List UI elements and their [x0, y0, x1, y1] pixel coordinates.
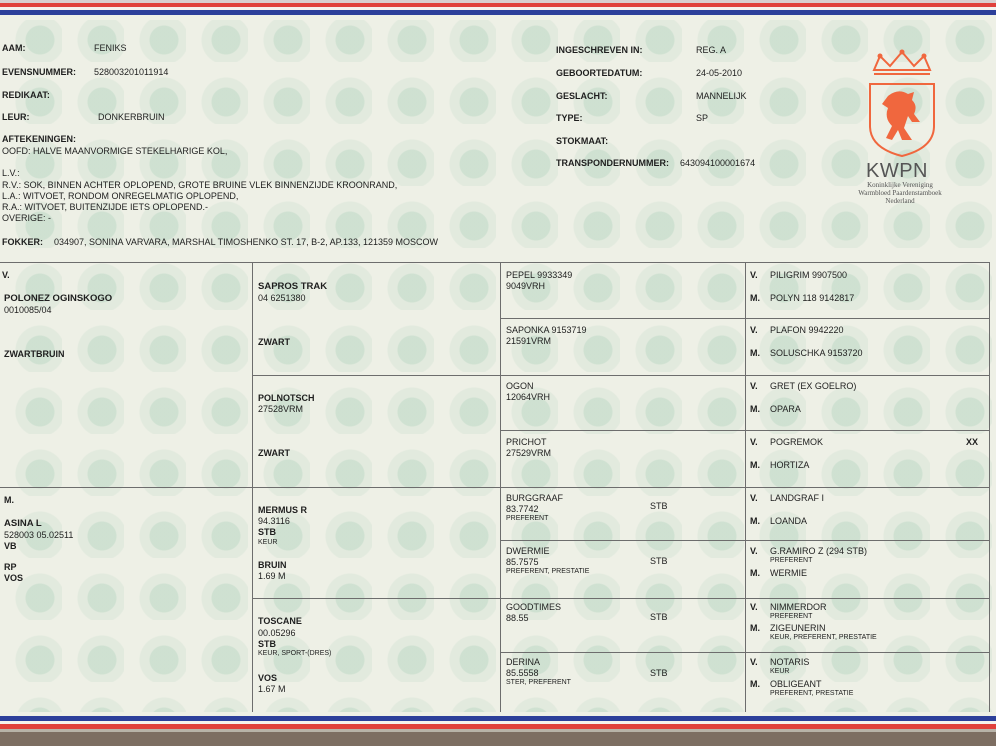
gen4-dam-predicate: KEUR, PREFERENT, PRESTATIE	[770, 634, 877, 641]
dam-color: VOS	[4, 573, 24, 583]
markings-line: OVERIGE: -	[2, 213, 52, 223]
gen4-m-marker: M.	[750, 348, 760, 358]
sire-reg: 0010085/04	[4, 305, 52, 315]
grid-line	[0, 262, 990, 263]
gen3-reg: 85.5558	[506, 668, 539, 678]
transponder-label: TRANSPONDERNUMMER:	[556, 158, 669, 168]
gen3-name: GOODTIMES	[506, 602, 562, 612]
sire-color: ZWARTBRUIN	[4, 349, 65, 359]
kwpn-logo-title: KWPN	[866, 160, 928, 182]
gen4-sire-predicate: PREFERENT	[770, 557, 813, 564]
fokker-label: FOKKER:	[2, 237, 43, 247]
gen4-sire-predicate: PREFERENT	[770, 613, 813, 620]
gen3-name: OGON	[506, 381, 534, 391]
fokker-value: 034907, SONINA VARVARA, MARSHAL TIMOSHENKO ST. 17, B-2, AP.133, 121359 MOSCOW	[54, 237, 438, 247]
gen3-name: DWERMIE	[506, 546, 550, 556]
gen2-reg: 00.05296	[258, 628, 296, 638]
gen4-v-marker: V.	[750, 493, 758, 503]
gen3-reg: 21591VRM	[506, 336, 552, 346]
gen4-dam: POLYN 118 9142817	[770, 293, 855, 303]
hoofd-line: OOFD: HALVE MAANVORMIGE STEKELHARIGE KOL,	[2, 146, 228, 156]
kwpn-logo-subtitle: Koninklijke Vereniging Warmbloed Paardenstamboek Nederland	[858, 181, 942, 205]
grid-line	[500, 430, 990, 431]
gen2-color: ZWART	[258, 337, 290, 347]
gen2-reg: 94.3116	[258, 516, 290, 526]
gen4-m-marker: M.	[750, 516, 760, 526]
gen4-sire-extra: XX	[966, 437, 979, 447]
gen4-v-marker: V.	[750, 270, 758, 280]
gen3-stb: STB	[650, 556, 668, 566]
gen3-name: BURGGRAAF	[506, 493, 564, 503]
gen3-reg: 27529VRM	[506, 448, 552, 458]
gen4-dam: SOLUSCHKA 9153720	[770, 348, 863, 358]
gen3-stb: STB	[650, 668, 668, 678]
gen2-name: MERMUS R	[258, 505, 307, 515]
dam-m-marker: M.	[4, 495, 14, 505]
gen3-name: DERINA	[506, 657, 541, 667]
gen3-name: SAPONKA 9153719	[506, 325, 587, 335]
geboortedatum-value: 24-05-2010	[696, 68, 743, 78]
gen2-size: 1.69 M	[258, 571, 286, 581]
gen2-predicate: KEUR	[258, 539, 278, 546]
kleur-value: DONKERBRUIN	[98, 112, 165, 122]
markings-line: R.V.: SOK, BINNEN ACHTER OPLOPEND, GROTE BRUINE VLEK BINNENZIJDE KROONRAND,	[2, 180, 398, 190]
gen2-stb: STB	[258, 527, 276, 537]
gen4-m-marker: M.	[750, 568, 760, 578]
gen2-name: POLNOTSCH	[258, 393, 315, 403]
gen2-color: VOS	[258, 673, 278, 683]
type-label: TYPE:	[556, 113, 583, 123]
dam-predicate: VB	[4, 541, 17, 551]
gen4-dam: ZIGEUNERIN	[770, 623, 826, 633]
grid-line	[500, 652, 990, 653]
gen4-dam-predicate: PREFERENT, PRESTATIE	[770, 690, 854, 697]
markings-line: R.A.: WITVOET, BUITENZIJDE IETS OPLOPEND.-	[2, 202, 209, 212]
gen4-m-marker: M.	[750, 293, 760, 303]
gen4-sire: PLAFON 9942220	[770, 325, 844, 335]
gen4-dam: LOANDA	[770, 516, 808, 526]
gen3-stb: STB	[650, 501, 668, 511]
gen4-m-marker: M.	[750, 679, 760, 689]
gen4-sire-predicate: KEUR	[770, 668, 790, 675]
gen4-m-marker: M.	[750, 404, 760, 414]
gen4-m-marker: M.	[750, 623, 760, 633]
gen3-predicate: PREFERENT, PRESTATIE	[506, 568, 590, 575]
dam-rp: RP	[4, 562, 17, 572]
gen4-sire: LANDGRAF I	[770, 493, 825, 503]
gen3-predicate: PREFERENT	[506, 515, 549, 522]
gen4-sire: POGREMOK	[770, 437, 824, 447]
gen2-color: ZWART	[258, 448, 290, 458]
geslacht-value: MANNELIJK	[696, 91, 747, 101]
gen3-name: PRICHOT	[506, 437, 547, 447]
gen4-v-marker: V.	[750, 546, 758, 556]
gen3-predicate: STER, PREFERENT	[506, 679, 571, 686]
gen3-reg: 83.7742	[506, 504, 539, 514]
gen2-reg: 27528VRM	[258, 404, 304, 414]
gen3-reg: 88.55	[506, 613, 529, 623]
geboortedatum-label: GEBOORTEDATUM:	[556, 68, 643, 78]
gen3-reg: 85.7575	[506, 557, 539, 567]
markings-line: L.V.:	[2, 168, 20, 178]
gen4-sire: NOTARIS	[770, 657, 810, 667]
markings-line: L.A.: WITVOET, RONDOM ONREGELMATIG OPLOPEND,	[2, 191, 239, 201]
gen4-sire: PILIGRIM 9907500	[770, 270, 848, 280]
grid-line	[500, 318, 990, 319]
gen2-name: TOSCANE	[258, 616, 302, 626]
gen4-sire: G.RAMIRO Z (294 STB)	[770, 546, 868, 556]
grid-line	[500, 540, 990, 541]
gen4-dam: HORTIZA	[770, 460, 810, 470]
gen4-dam: WERMIE	[770, 568, 807, 578]
levensnummer-value: 528003201011914	[94, 67, 169, 77]
gen3-name: PEPEL 9933349	[506, 270, 573, 280]
gen4-v-marker: V.	[750, 437, 758, 447]
ingeschreven-value: REG. A	[696, 45, 727, 55]
gen2-size: 1.67 M	[258, 684, 286, 694]
stokmaat-label: STOKMAAT:	[556, 136, 609, 146]
dam-reg: 528003 05.02511	[4, 530, 74, 540]
gen4-v-marker: V.	[750, 325, 758, 335]
gen2-reg: 04 6251380	[258, 293, 306, 303]
gen4-m-marker: M.	[750, 460, 760, 470]
gen3-stb: STB	[650, 612, 668, 622]
gen4-dam: OBLIGEANT	[770, 679, 822, 689]
transponder-value: 643094100001674	[680, 158, 756, 168]
kleur-label: LEUR:	[2, 112, 30, 122]
gen4-v-marker: V.	[750, 381, 758, 391]
ingeschreven-label: INGESCHREVEN IN:	[556, 45, 643, 55]
gen2-name: SAPROS TRAK	[258, 281, 328, 292]
dam-name: ASINA L	[4, 518, 42, 529]
geslacht-label: GESLACHT:	[556, 91, 608, 101]
gen4-dam: OPARA	[770, 404, 801, 414]
type-value: SP	[696, 113, 709, 123]
grid-line	[252, 598, 990, 599]
predikaat-label: REDIKAAT:	[2, 90, 50, 100]
top-flag-border	[0, 0, 996, 20]
aftekeningen-label: AFTEKENINGEN:	[2, 134, 76, 144]
gen4-v-marker: V.	[750, 602, 758, 612]
sire-v-marker: V.	[2, 270, 10, 280]
gen4-v-marker: V.	[750, 657, 758, 667]
grid-line	[252, 375, 990, 376]
naam-label: AAM:	[2, 43, 26, 53]
grid-line	[0, 487, 990, 488]
sire-name: POLONEZ OGINSKOGO	[4, 293, 113, 304]
bottom-flag-border	[0, 712, 996, 746]
gen2-color: BRUIN	[258, 560, 287, 570]
gen3-reg: 9049VRH	[506, 281, 546, 291]
gen2-stb: STB	[258, 639, 276, 649]
levensnummer-label: EVENSNUMMER:	[2, 67, 77, 77]
gen3-reg: 12064VRH	[506, 392, 551, 402]
gen2-predicate: KEUR, SPORT-(DRES)	[258, 650, 332, 657]
gen4-sire: GRET (EX GOELRO)	[770, 381, 857, 391]
naam-value: FENIKS	[94, 43, 127, 53]
gen4-sire: NIMMERDOR	[770, 602, 827, 612]
